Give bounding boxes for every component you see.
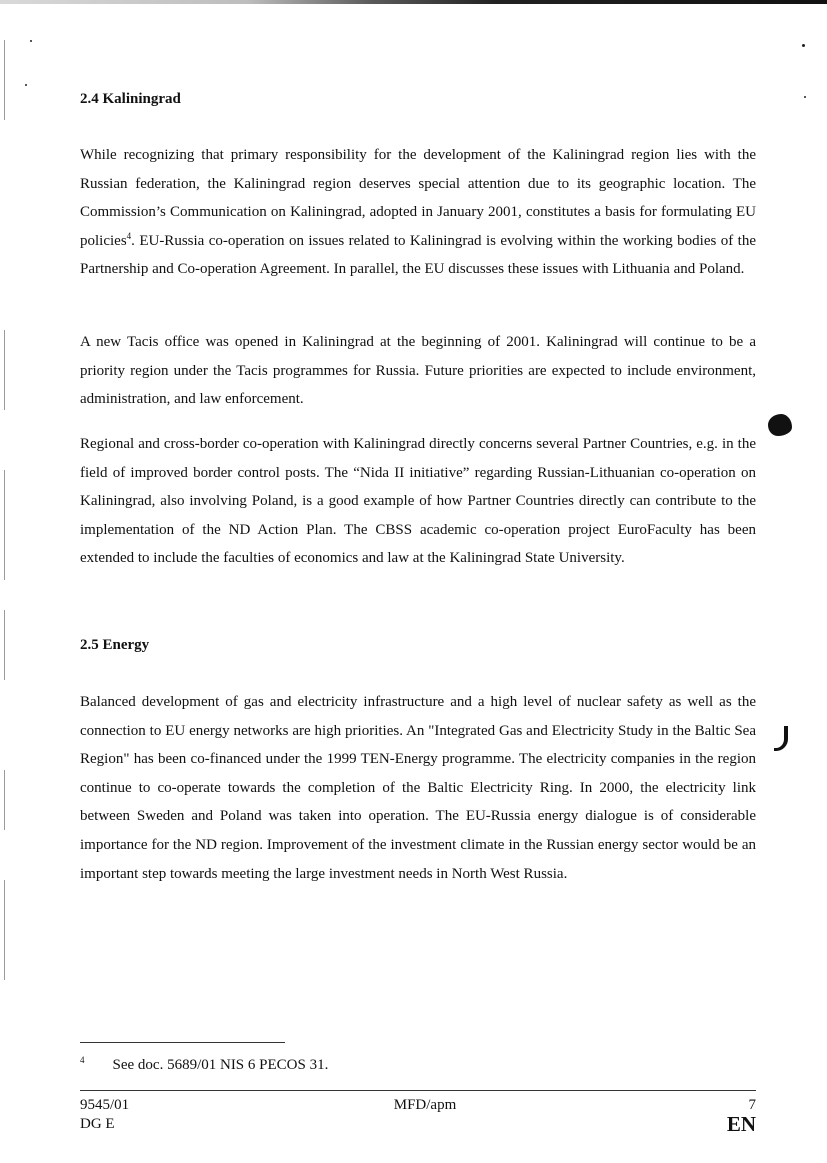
language-code: EN xyxy=(726,1112,756,1136)
footer-doc-number: 9545/01 xyxy=(80,1097,130,1113)
footnote-mark: 4 xyxy=(80,1055,85,1065)
footnote-reference: 4 xyxy=(126,230,132,241)
scan-edge-line xyxy=(4,470,5,580)
scan-artifact-hook xyxy=(774,726,788,751)
scan-speck xyxy=(30,40,32,42)
footer-directorate: DG E xyxy=(80,1116,115,1132)
paragraph-kaliningrad-2: A new Tacis office was opened in Kaliningrad at the beginning of 2001. Kaliningrad will continue to be a priority region under the Tacis programmes for Russia. Future priorities are expected to include environment, administration, and law enforcement. xyxy=(80,334,756,408)
footer-left xyxy=(80,1096,129,1134)
scan-speck xyxy=(804,96,806,98)
paragraph-kaliningrad-1 xyxy=(80,141,756,284)
section-heading-kaliningrad: 2.4 Kaliningrad xyxy=(80,91,181,107)
scan-edge-line xyxy=(4,880,5,980)
scan-top-edge xyxy=(0,0,827,4)
scan-edge-line xyxy=(4,610,5,680)
paragraph-kaliningrad-3: Regional and cross-border co-operation with Kaliningrad directly concerns several Partner Countries, e.g. in the field of improved border control posts. The “Nida II initiative” regarding Russian-Lithuanian co-operation on Kaliningrad, also involving Poland, is a good example of how Partner Countries directly can contribute to the implementation of the ND Action Plan. The CBSS academic co-operation project EuroFaculty has been extended to include the faculties of economics and law at the Kaliningrad State University. xyxy=(80,436,756,567)
hole-punch-mark xyxy=(768,414,792,436)
paragraph-text: . EU-Russia co-operation on issues related to Kaliningrad is evolving within the working bodies of the Partnership and Co-operation Agreement. In parallel, the EU discusses these issues with Lithuania and Poland. xyxy=(80,232,756,278)
paragraph-energy-1: Balanced development of gas and electricity infrastructure and a high level of nuclear safety as well as the connection to EU energy networks are high priorities. An "Integrated Gas and Electricity Study in the Baltic Sea Region" has been co-financed under the 1999 TEN-Energy programme. The electricity companies in the region continue to co-operate towards the completion of the Baltic Electricity Ring. In 2000, the electricity link between Sweden and Poland was taken into operation. The EU-Russia energy dialogue is of considerable importance for the ND region. Improvement of the investment climate in the Russian energy sector would be an important step towards meeting the large investment needs in North West Russia. xyxy=(80,694,756,882)
footer-initials: MFD/apm xyxy=(393,1097,457,1113)
footnote xyxy=(80,1050,328,1075)
scan-edge-line xyxy=(4,770,5,830)
section-heading-energy: 2.5 Energy xyxy=(80,637,150,653)
paragraph-text: While recognizing that primary responsibility for the development of the Kaliningrad region lies with the Russian federation, the Kaliningrad region deserves special attention due to its geographic location. The Commission’s Communication on Kaliningrad, adopted in January 2001, constitutes a basis for formulating EU policies xyxy=(80,147,756,249)
page-number: 7 xyxy=(748,1097,756,1113)
footer-rule xyxy=(80,1090,756,1091)
scan-edge-line xyxy=(4,40,5,120)
scan-speck xyxy=(802,44,805,47)
footnote-separator xyxy=(80,1042,285,1043)
scan-speck xyxy=(25,84,27,86)
footnote-text: See doc. 5689/01 NIS 6 PECOS 31. xyxy=(112,1057,329,1073)
scan-edge-line xyxy=(4,330,5,410)
